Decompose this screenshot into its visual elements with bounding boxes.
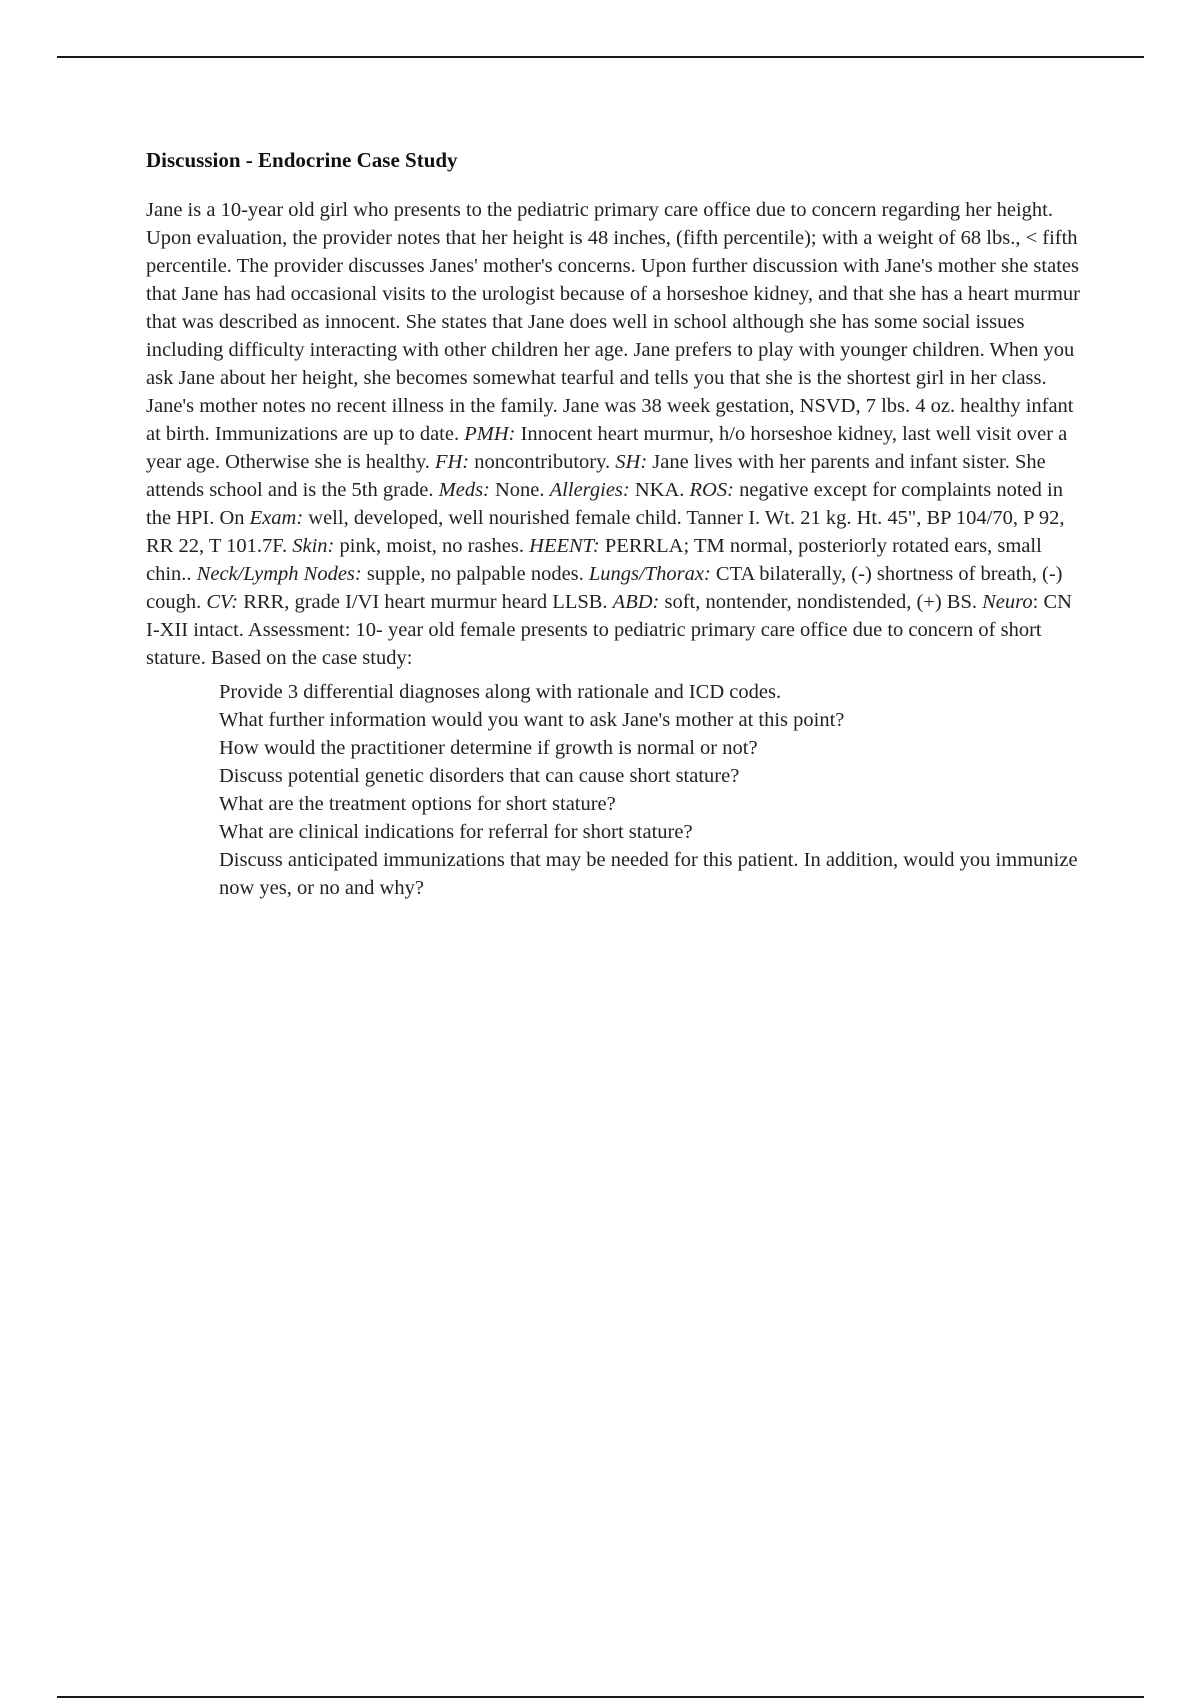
case-text-segment: : CN I-XII intact. Assessment: 10- year old female presents to pediatric primary care office due to concern of short stature. Based on the case study: <box>146 591 1072 669</box>
question-item: What are clinical indications for referral for short stature? <box>219 821 693 843</box>
case-text-segment: noncontributory. <box>469 451 616 473</box>
case-text-segment: NKA. <box>629 479 690 501</box>
case-text-segment: RRR, grade I/VI heart murmur heard LLSB. <box>238 591 613 613</box>
question-item: Discuss potential genetic disorders that can cause short stature? <box>219 765 740 787</box>
case-description <box>146 196 1090 672</box>
case-text-segment: None. <box>489 479 550 501</box>
case-text-segment: pink, moist, no rashes. <box>334 535 530 557</box>
case-section-label: Meds: <box>438 479 490 501</box>
case-section-label: HEENT: <box>529 535 600 557</box>
case-text-segment: well, developed, well nourished female child. Tanner I. Wt. 21 kg. Ht. 45", BP 104/70, P 92, RR 22, T 101.7F. <box>146 507 1065 557</box>
case-section-label: SH: <box>615 451 648 473</box>
case-text-segment: CTA bilaterally, (-) shortness of breath, (-) cough. <box>146 563 1063 613</box>
case-section-label: ABD: <box>612 591 660 613</box>
case-section-label: Lungs/Thorax: <box>588 563 711 585</box>
case-section-label: ROS: <box>689 479 734 501</box>
question-item: What further information would you want to ask Jane's mother at this point? <box>219 709 845 731</box>
question-list <box>219 678 1099 902</box>
top-rule <box>57 56 1144 58</box>
case-text-segment: PERRLA; TM normal, posteriorly rotated ears, small chin.. <box>146 535 1042 585</box>
case-section-label: CV: <box>206 591 239 613</box>
document-content <box>146 146 1090 902</box>
case-section-label: Neuro <box>982 591 1033 613</box>
case-text-segment: Innocent heart murmur, h/o horseshoe kidney, last well visit over a year age. Otherwise she is healthy. <box>146 423 1068 473</box>
question-item: What are the treatment options for short stature? <box>219 793 616 815</box>
question-item: Discuss anticipated immunizations that may be needed for this patient. In addition, would you immunize now yes, or no and why? <box>219 849 1078 899</box>
case-section-label: Neck/Lymph Nodes: <box>196 563 362 585</box>
case-section-label: PMH: <box>464 423 516 445</box>
case-section-label: Skin: <box>292 535 335 557</box>
document-title: Discussion - Endocrine Case Study <box>146 148 458 172</box>
case-text-segment: supple, no palpable nodes. <box>361 563 589 585</box>
question-item: Provide 3 differential diagnoses along with rationale and ICD codes. <box>219 681 782 703</box>
case-section-label: Allergies: <box>549 479 630 501</box>
case-text-segment: Jane is a 10-year old girl who presents to the pediatric primary care office due to concern regarding her height. Upon evaluation, the provider notes that her height is 48 inches, (fifth percentile); with a weight of 68 lbs., < fifth percentile. The provider discusses Janes' mother's concerns. Upon further discussion with Jane's mother she states that Jane has had occasional visits to the urologist because of a horseshoe kidney, and that she has a heart murmur that was described as innocent. She states that Jane does well in school although she has some social issues including difficulty interacting with other children her age. Jane prefers to play with younger children. When you ask Jane about her height, she becomes somewhat tearful and tells you that she is the shortest girl in her class. Jane's mother notes no recent illness in the family. Jane was 38 week gestation, NSVD, 7 lbs. 4 oz. healthy infant at birth. Immunizations are up to date. <box>146 199 1081 445</box>
case-section-label: FH: <box>434 451 470 473</box>
case-text-segment: Jane lives with her parents and infant sister. She attends school and is the 5th grade. <box>146 451 1046 501</box>
case-section-label: Exam: <box>249 507 304 529</box>
bottom-rule <box>57 1696 1144 1698</box>
question-item: How would the practitioner determine if growth is normal or not? <box>219 737 758 759</box>
case-text-segment: soft, nontender, nondistended, (+) BS. <box>659 591 983 613</box>
case-text-segment: negative except for complaints noted in the HPI. On <box>146 479 1063 529</box>
